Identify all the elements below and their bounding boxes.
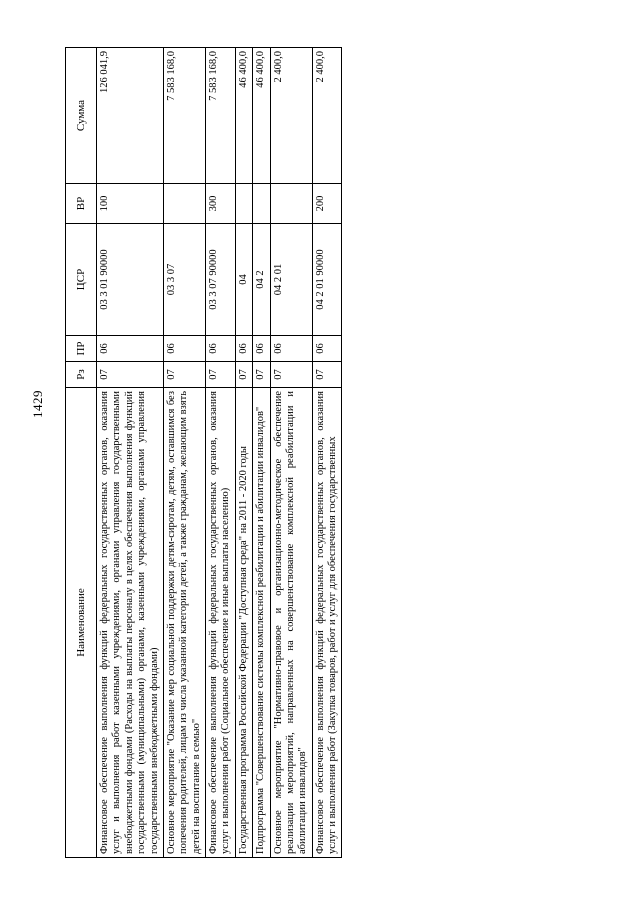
cell-sum: 2 400,0 — [312, 47, 342, 183]
cell-sum: 2 400,0 — [270, 47, 312, 183]
page-number: 1429 — [30, 390, 45, 418]
column-header-vr: ВР — [66, 183, 97, 223]
cell-csr: 04 — [235, 223, 252, 335]
cell-csr: 03 3 01 90000 — [97, 223, 164, 335]
cell-rz: 07 — [163, 361, 205, 387]
cell-csr: 04 2 — [253, 223, 270, 335]
cell-vr — [270, 183, 312, 223]
cell-vr — [235, 183, 252, 223]
cell-vr — [253, 183, 270, 223]
cell-name: Основное мероприятие "Нормативно-правовое и организационно-методическое обеспечение реализации мероприятий, направленных на совершенствование комплексной реабилитации и абилитации инвалидов" — [270, 387, 312, 857]
table-row — [270, 47, 312, 857]
column-header-csr: ЦСР — [66, 223, 97, 335]
cell-rz: 07 — [312, 361, 342, 387]
table-row — [312, 47, 342, 857]
cell-rz: 07 — [97, 361, 164, 387]
column-header-rz: Рз — [66, 361, 97, 387]
cell-name: Финансовое обеспечение выполнения функций федеральных государственных органов, оказания услуг и выполнения работ казенными учреждениями, органами управления государственными внебюджетными фондами (Расходы на выплаты персоналу в целях обеспечения выполнения функций государственными (муниципальными) органами, казенными учреждениями, органами управления государственными внебюджетными фондами) — [97, 387, 164, 857]
cell-pr: 06 — [163, 335, 205, 361]
cell-vr: 100 — [97, 183, 164, 223]
table-row — [235, 47, 252, 857]
cell-csr: 04 2 01 90000 — [312, 223, 342, 335]
table-row — [206, 47, 236, 857]
cell-pr: 06 — [97, 335, 164, 361]
cell-vr: 300 — [206, 183, 236, 223]
cell-name: Финансовое обеспечение выполнения функций федеральных государственных органов, оказания услуг и выполнения работ (Социальное обеспечение и иные выплаты населению) — [206, 387, 236, 857]
cell-name: Государственная программа Российской Федерации "Доступная среда" на 2011 - 2020 годы — [235, 387, 252, 857]
table-header-row — [66, 47, 97, 857]
cell-pr: 06 — [270, 335, 312, 361]
cell-csr: 03 3 07 90000 — [206, 223, 236, 335]
cell-rz: 07 — [206, 361, 236, 387]
column-header-sum: Сумма — [66, 47, 97, 183]
table-row — [97, 47, 164, 857]
cell-name: Основное мероприятие "Оказание мер социальной поддержки детям-сиротам, детям, оставшимся без попечения родителей, лицам из числа указанной категории детей, а также гражданам, желающим взять детей на воспитание в семью" — [163, 387, 205, 857]
cell-csr: 03 3 07 — [163, 223, 205, 335]
cell-pr: 06 — [235, 335, 252, 361]
cell-pr: 06 — [206, 335, 236, 361]
table-row — [163, 47, 205, 857]
cell-vr — [163, 183, 205, 223]
column-header-pr: ПР — [66, 335, 97, 361]
cell-sum: 126 041,9 — [97, 47, 164, 183]
cell-sum: 7 583 168,0 — [206, 47, 236, 183]
table-body — [97, 47, 342, 857]
cell-sum: 46 400,0 — [253, 47, 270, 183]
cell-rz: 07 — [253, 361, 270, 387]
cell-sum: 46 400,0 — [235, 47, 252, 183]
cell-rz: 07 — [270, 361, 312, 387]
cell-name: Подпрограмма "Совершенствование системы комплексной реабилитации и абилитации инвалидов" — [253, 387, 270, 857]
cell-pr: 06 — [312, 335, 342, 361]
cell-csr: 04 2 01 — [270, 223, 312, 335]
table-row — [253, 47, 270, 857]
column-header-name: Наименование — [66, 387, 97, 857]
cell-sum: 7 583 168,0 — [163, 47, 205, 183]
cell-pr: 06 — [253, 335, 270, 361]
cell-vr: 200 — [312, 183, 342, 223]
cell-name: Финансовое обеспечение выполнения функций федеральных государственных органов, оказания услуг и выполнения работ (Закупка товаров, работ и услуг для обеспечения государственных — [312, 387, 342, 857]
budget-table — [65, 47, 342, 858]
rotated-table-area — [65, 48, 575, 858]
cell-rz: 07 — [235, 361, 252, 387]
